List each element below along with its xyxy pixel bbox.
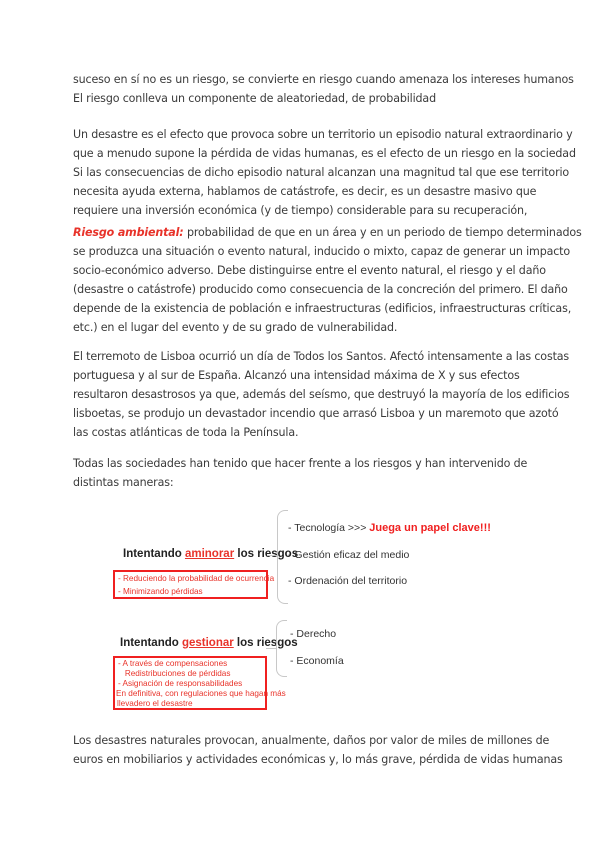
- title-keyword: aminorar: [184, 548, 235, 560]
- brace-aminorar: [277, 510, 288, 604]
- item-gestion: - Gestión eficaz del medio: [288, 549, 410, 561]
- text-line: las costas atlánticas de toda la Península.: [73, 426, 299, 439]
- text-line: El terremoto de Lisboa ocurrió un día de Todos los Santos. Afectó intensamente a las costas: [73, 350, 570, 363]
- red-box-gestionar: [113, 656, 286, 710]
- text-line: socio-económico adverso. Debe distinguirse entre el evento natural, el riesgo y el daño: [73, 264, 546, 277]
- title-part: los riesgos: [234, 548, 299, 560]
- box-line: Redistribuciones de pérdidas: [118, 669, 231, 678]
- text-line: euros en mobiliarios y actividades económicas y, lo más grave, pérdida de vidas humanas: [73, 753, 563, 766]
- text-line: resultaron desastrosos ya que, además del seísmo, que destruyó la mayoría de los edificios: [73, 388, 570, 401]
- box-line: llevadero el desastre: [117, 699, 193, 708]
- group-title-aminorar: [123, 548, 298, 560]
- text-line: que a menudo supone la pérdida de vidas humanas, es el efecto de un riesgo en la sociedad: [73, 147, 576, 160]
- text-line: etc.) en el lugar del evento y de su grado de vulnerabilidad.: [73, 321, 398, 334]
- term-riesgo-ambiental: Riesgo ambiental:: [73, 226, 184, 239]
- text-line: se produzca una situación o evento natural, inducido o mixto, capaz de generar un impacto: [73, 245, 571, 258]
- item-tecnologia: [288, 522, 491, 534]
- text-line: Todas las sociedades han tenido que hacer frente a los riesgos y han intervenido de: [73, 457, 528, 470]
- text-line: Los desastres naturales provocan, anualmente, daños por valor de miles de millones de: [73, 734, 550, 747]
- title-part: Intentando: [120, 637, 182, 649]
- text-line: suceso en sí no es un riesgo, se convierte en riesgo cuando amenaza los intereses humanos: [73, 73, 574, 86]
- box-line: En definitiva, con regulaciones que hagan más: [116, 689, 286, 698]
- title-part: los riesgos: [233, 637, 298, 649]
- item-economia: - Economía: [290, 655, 344, 667]
- text-line: El riesgo conlleva un componente de aleatoriedad, de probabilidad: [73, 92, 436, 105]
- red-box-aminorar: [113, 570, 275, 599]
- title-keyword: gestionar: [181, 637, 234, 649]
- text-line: portuguesa y al sur de España. Alcanzó una intensidad máxima de X y sus efectos: [73, 369, 520, 382]
- box-line: - Minimizando pérdidas: [118, 587, 203, 596]
- text-line: Un desastre es el efecto que provoca sobre un territorio un episodio natural extraordinario y: [73, 128, 573, 141]
- box-line: - A través de compensaciones: [118, 659, 228, 668]
- item-derecho: - Derecho: [290, 628, 337, 640]
- connector: [267, 555, 277, 556]
- box-line: - Reduciendo la probabilidad de ocurrencia: [118, 574, 275, 583]
- item-text: - Tecnología >>>: [288, 522, 370, 534]
- text-line: [73, 226, 582, 240]
- brace-gestionar: [276, 620, 287, 677]
- text-line: (desastre o catástrofe) producido como consecuencia de la concreción del primero. El daño: [73, 283, 568, 296]
- text-line: requiere una inversión económica (y de tiempo) considerable para su recuperación,: [73, 204, 528, 217]
- text-line: Si las consecuencias de dicho episodio natural alcanzan una magnitud tal que ese territorio: [73, 166, 570, 179]
- item-ordenacion: - Ordenación del territorio: [288, 575, 408, 587]
- text-line: lisboetas, se produjo un devastador incendio que arrasó Lisboa y un maremoto que azotó: [73, 407, 559, 420]
- text-line: necesita ayuda externa, hablamos de catástrofe, es decir, es un desastre masivo que: [73, 185, 537, 198]
- connector: [266, 648, 276, 649]
- text-span: probabilidad de que en un área y en un periodo de tiempo determinados: [183, 226, 582, 239]
- box-line: - Asignación de responsabilidades: [118, 679, 243, 688]
- title-part: Intentando: [123, 548, 185, 560]
- highlight-text: Juega un papel clave!!!: [369, 522, 491, 534]
- text-line: distintas maneras:: [73, 476, 174, 489]
- text-line: depende de la existencia de población e infraestructuras (edificios, infraestructuras críticas,: [73, 302, 572, 315]
